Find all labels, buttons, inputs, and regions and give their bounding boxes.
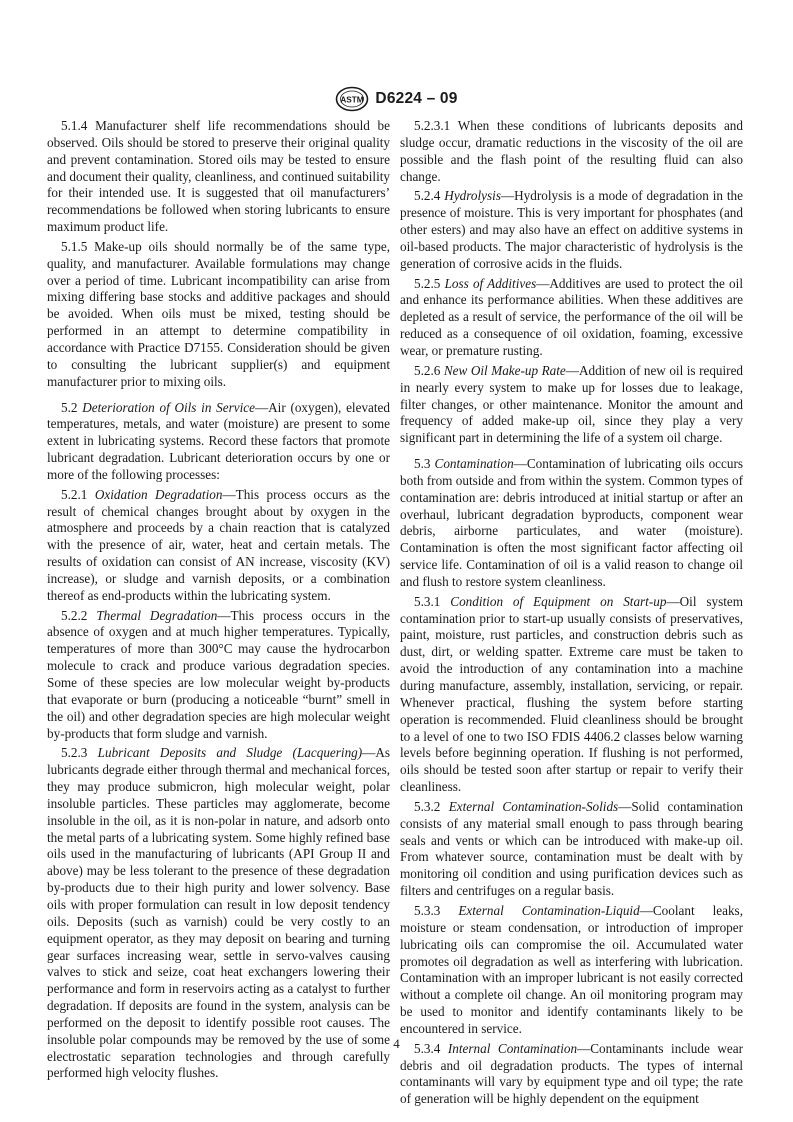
paragraph-5-3: 5.3 Contamination—Contamination of lubricating oils occurs both from outside and from within the system. Common types of contamination are: debris introduced at initial startup or after an overhaul, lubricant degradation byproducts, component wear debris, airborne particulates, and water (moisture). Contamination is often the most significant factor affecting oil service life. Contamination of oil is a valid reason to change oil and flush to restore system cleanliness.: [400, 456, 743, 589]
paragraph-5-3-2: 5.3.2 External Contamination-Solids—Solid contamination consists of any material small enough to pass through bearing seals and vents or which can be introduced with make-up oil. From whatever source, contamination must be dealt with by monitoring oil condition and using purification devices such as filters and centrifuges on a regular basis.: [400, 798, 743, 899]
paragraph-5-2-3-1: 5.2.3.1 When these conditions of lubricants deposits and sludge occur, dramatic reductions in the viscosity of the oil are possible and the flash point of the resulting fluid can also change.: [400, 118, 743, 184]
paragraph-5-2-3: 5.2.3 Lubricant Deposits and Sludge (Lacquering)—As lubricants degrade either through thermal and mechanical forces, they may produce submicron, high molecular weight, polar insoluble particles. These particles may agglomerate, become insoluble in the oil, as it is non-polar in nature, and adsorb onto the metal parts of a lubricating system. Some highly refined base oils used in the manufacturing of lubricants (API Group II and above) may be less tolerant to the presence of these degradation by-products due to their high purity and lower solvency. Base oils with proper formulation can result in low deposit tendency oils. Deposits (such as varnish) could be very costly to an equipment operator, as they may deposit on bearing and turning gear surfaces increasing wear, settle in servo-valves causing valves to stick and seize, coat heat exchangers lowering their performance and form in reservoirs acting as a catalyst to further degradation. If deposits are found in the system, analysis can be performed on the deposit to identify possible root causes. The insoluble polar compounds may be removed by the use of some electrostatic separation technologies and through carefully performed high velocity flushes.: [47, 745, 390, 1081]
standard-designation: D6224 – 09: [375, 90, 458, 107]
left-column: [47, 118, 390, 1085]
page-number: 4: [393, 1036, 400, 1051]
paragraph-5-2-1: 5.2.1 Oxidation Degradation—This process occurs as the result of chemical changes brought about by oxygen in the atmosphere and proceeds by a chain reaction that is catalyzed with the presence of air, water, heat and certain metals. The results of oxidation can consist of AN increase, viscosity (KV) increase), or sludge and varnish deposits, or a combination thereof as end-products within the lubricating system.: [47, 486, 390, 603]
paragraph-5-2-4: 5.2.4 Hydrolysis—Hydrolysis is a mode of degradation in the presence of moisture. This is very important for phosphates (and other esters) and may also have an effect on additive systems in oil-based products. The major characteristic of hydrolysis is the generation of corrosive acids in the fluids.: [400, 188, 743, 271]
svg-text:ASTM: ASTM: [340, 95, 365, 105]
paragraph-5-1-5: 5.1.5 Make-up oils should normally be of the same type, quality, and manufacturer. Available formulations may change over a period of time. Lubricant incompatibility can arise from mixing differing base stocks and additive packages and should be avoided. When oils must be mixed, testing should be performed in an attempt to determine compatibility in accordance with Practice D7155. Consideration should be given to consulting the lubricant supplier(s) and equipment manufacturer prior to mixing oils.: [47, 238, 390, 389]
paragraph-5-2: 5.2 Deterioration of Oils in Service—Air (oxygen), elevated temperatures, metals, and water (moisture) are present to some extent in lubricating systems. Record these factors that promote lubricant degradation. Lubricant deterioration occurs by one or more of the following processes:: [47, 399, 391, 482]
paragraph-5-3-1: 5.3.1 Condition of Equipment on Start-up—Oil system contamination prior to start-up usually consists of preservatives, paint, moisture, rust particles, and construction debris such as dust, dirt, or welding spatter. Extreme care must be taken to avoid the introduction of any contamination into a machine during manufacture, assembly, installation, servicing, or repair. Whenever practical, flushing the system before starting operation is recommended. Fluid cleanliness should be brought to a level of one to two ISO FDIS 4406.2 classes below warning levels before beginning operation. If flushing is not performed, oils should be tested soon after startup or repair to verify their cleanliness.: [400, 593, 744, 795]
paragraph-5-3-4: 5.3.4 Internal Contamination—Contaminants include wear debris and oil degradation products. The types of internal contaminants will vary by equipment type and oil type; the rate of generation will be highly dependent on the equipment: [400, 1040, 744, 1107]
paragraph-5-2-5: 5.2.5 Loss of Additives—Additives are used to protect the oil and enhance its performance abilities. When these additives are depleted as a result of service, the performance of the oil will be reduced as a consequence of oil oxidation, foaming, excessive wear, or premature rusting.: [400, 275, 743, 358]
paragraph-5-1-4: 5.1.4 Manufacturer shelf life recommendations should be observed. Oils should be stored to preserve their original quality and prevent contamination. Stored oils may be tested to ensure and document their quality, cleanliness, and continued suitability for their intended use. It is suggested that oil manufacturers’ recommendations be followed when storing lubricants to ensure maximum product life.: [47, 118, 390, 235]
paragraph-5-3-3: 5.3.3 External Contamination-Liquid—Coolant leaks, moisture or steam condensation, or introduction of improper lubricating oils can compromise the oil. Accumulated water promotes oil degradation as well as interfering with lubrication. Contamination with an improper lubricant is not easily corrected without a complete oil change. An oil monitoring program may be used to monitor and identify contaminants likely to be encountered in service.: [400, 902, 743, 1036]
astm-logo: [335, 86, 369, 112]
right-column: [400, 118, 743, 1111]
paragraph-5-2-6: 5.2.6 New Oil Make-up Rate—Addition of new oil is required in nearly every system to make up for losses due to leakage, filter changes, or other maintenance. Monitor the amount and frequency of added make-up oil, since they play a very significant part in determining the life of a system oil charge.: [400, 362, 744, 446]
page-header: [0, 86, 793, 112]
paragraph-5-2-2: 5.2.2 Thermal Degradation—This process occurs in the absence of oxygen and at much higher temperatures. Typically, temperatures of more than 300°C may cause the hydrocarbon molecule to crack and produce various degradation species. Some of these species are low molecular weight by-products that evaporate or burn (producing a noticeable “burnt” smell in the oil) and other degradation species are high molecular weight by-products that form sludge and varnish.: [47, 607, 391, 741]
